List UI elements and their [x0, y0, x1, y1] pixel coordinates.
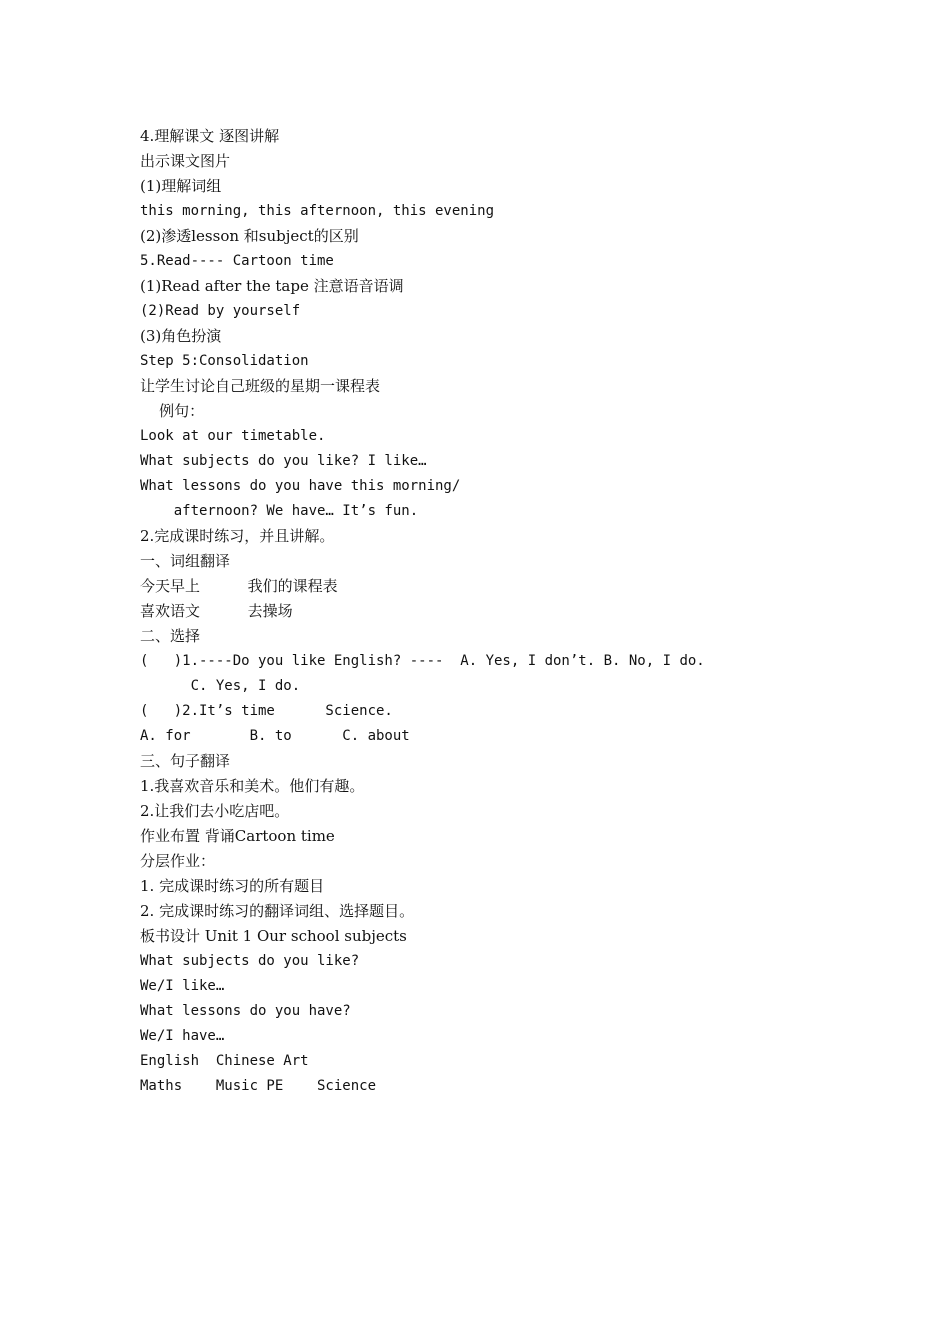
question-line: ( )2.It’s time Science. — [140, 703, 393, 719]
text-line: What lessons do you have this morning/ — [140, 478, 461, 494]
text-line: What subjects do you like? I like… — [140, 453, 427, 469]
text-line: (1)Read after the tape 注意语音语调 — [140, 277, 404, 295]
question-line: A. for B. to C. about — [140, 728, 410, 744]
text-line: What lessons do you have? — [140, 1003, 351, 1019]
question-line: ( )1.----Do you like English? ---- A. Yes, I don’t. B. No, I do. — [140, 653, 705, 669]
text-line: Maths Music PE Science — [140, 1078, 377, 1094]
document-page — [140, 124, 900, 1099]
section-heading: 二、选择 — [140, 627, 201, 645]
text-line: 分层作业： — [140, 852, 216, 870]
text-line: 喜欢语文 去操场 — [140, 602, 293, 620]
text-line: 1.我喜欢音乐和美术。他们有趣。 — [140, 777, 365, 795]
text-line: 板书设计 Unit 1 Our school subjects — [140, 927, 407, 945]
text-line: Step 5:Consolidation — [140, 353, 309, 369]
section-heading: 三、句子翻译 — [140, 752, 231, 770]
question-line: C. Yes, I do. — [140, 678, 301, 694]
text-line: We/I like… — [140, 978, 225, 994]
text-line: (3)角色扮演 — [140, 327, 222, 345]
text-line: (2)渗透lesson 和subject的区别 — [140, 227, 359, 245]
text-line: We/I have… — [140, 1028, 225, 1044]
text-line: 让学生讨论自己班级的星期一课程表 — [140, 377, 381, 395]
text-line: 例句： — [140, 402, 205, 420]
text-line: 2.让我们去小吃店吧。 — [140, 802, 290, 820]
text-line: Look at our timetable. — [140, 428, 326, 444]
text-line: afternoon? We have… It’s fun. — [140, 503, 419, 519]
text-line: What subjects do you like? — [140, 953, 360, 969]
text-line: 2.完成课时练习，并且讲解。 — [140, 527, 335, 545]
text-line: 5.Read---- Cartoon time — [140, 253, 334, 269]
text-line: 2. 完成课时练习的翻译词组、选择题目。 — [140, 902, 415, 920]
text-line: 作业布置 背诵Cartoon time — [140, 827, 335, 845]
text-line: 1. 完成课时练习的所有题目 — [140, 877, 325, 895]
text-line: (1)理解词组 — [140, 177, 222, 195]
text-line: English Chinese Art — [140, 1053, 309, 1069]
text-line: 出示课文图片 — [140, 152, 231, 170]
text-line: 今天早上 我们的课程表 — [140, 577, 338, 595]
text-line: (2)Read by yourself — [140, 303, 301, 319]
text-line: this morning, this afternoon, this evening — [140, 203, 495, 219]
section-heading: 一、词组翻译 — [140, 552, 231, 570]
text-line: 4.理解课文 逐图讲解 — [140, 127, 280, 145]
